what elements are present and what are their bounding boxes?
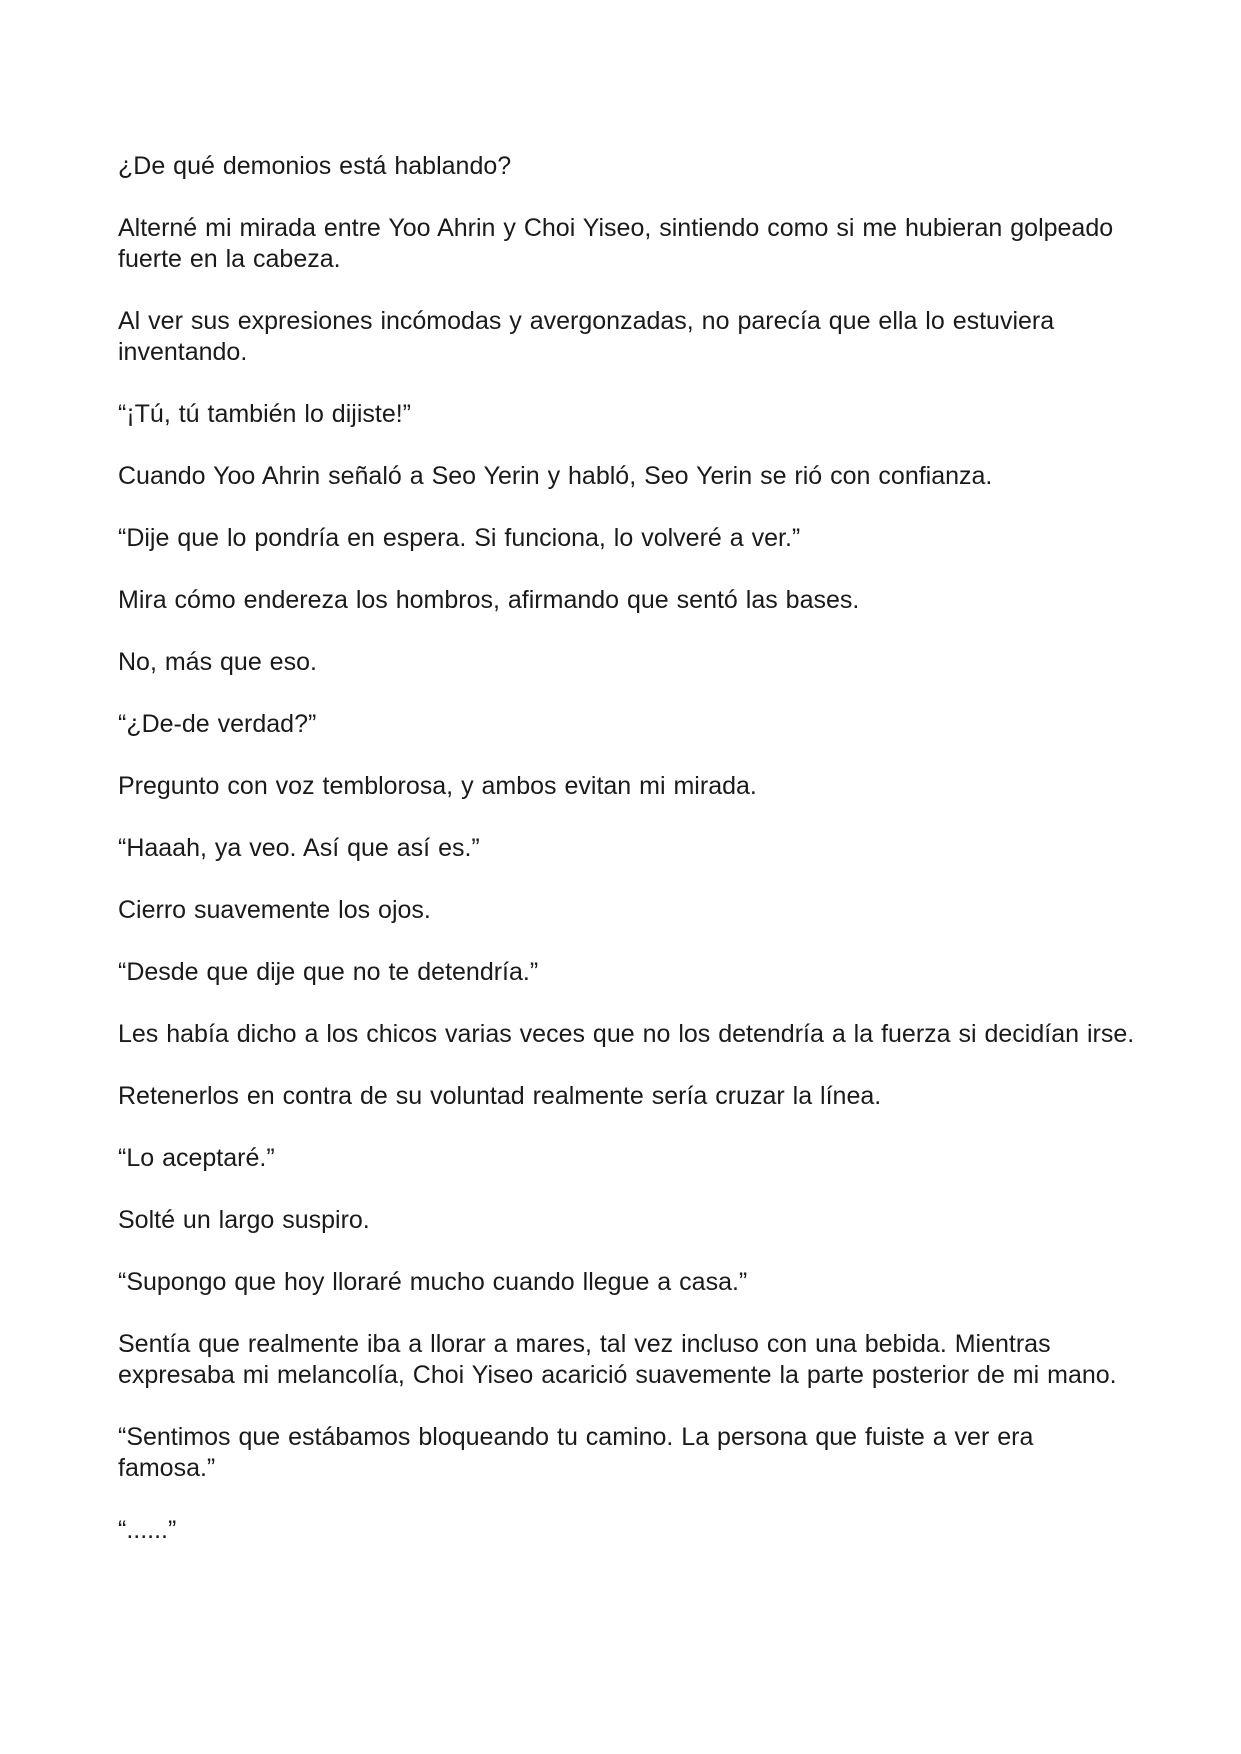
dialogue-paragraph: “Sentimos que estábamos bloqueando tu camino. La persona que fuiste a ver era famosa.” <box>118 1423 1034 1482</box>
dialogue-paragraph: “¡Tú, tú también lo dijiste!” <box>118 400 411 428</box>
text-body <box>118 151 1138 1577</box>
paragraph: Pregunto con voz temblorosa, y ambos evitan mi mirada. <box>118 772 757 800</box>
paragraph: ¿De qué demonios está hablando? <box>118 152 512 180</box>
dialogue-paragraph: “Haaah, ya veo. Así que así es.” <box>118 834 480 862</box>
dialogue-paragraph: “Supongo que hoy lloraré mucho cuando llegue a casa.” <box>118 1268 748 1296</box>
paragraph: No, más que eso. <box>118 648 317 676</box>
paragraph: Solté un largo suspiro. <box>118 1206 370 1234</box>
dialogue-paragraph: “Desde que dije que no te detendría.” <box>118 958 539 986</box>
paragraph: Les había dicho a los chicos varias veces que no los detendría a la fuerza si decidían irse. <box>118 1020 1135 1048</box>
dialogue-paragraph: “Lo aceptaré.” <box>118 1144 275 1172</box>
paragraph: Sentía que realmente iba a llorar a mares, tal vez incluso con una bebida. Mientras expresaba mi melancolía, Choi Yiseo acarició suavemente la parte posterior de mi mano. <box>118 1330 1117 1389</box>
paragraph: Cuando Yoo Ahrin señaló a Seo Yerin y habló, Seo Yerin se rió con confianza. <box>118 462 993 490</box>
paragraph: Retenerlos en contra de su voluntad realmente sería cruzar la línea. <box>118 1082 882 1110</box>
paragraph: Alterné mi mirada entre Yoo Ahrin y Choi Yiseo, sintiendo como si me hubieran golpeado fuerte en la cabeza. <box>118 214 1114 273</box>
paragraph: Al ver sus expresiones incómodas y avergonzadas, no parecía que ella lo estuviera inventando. <box>118 307 1055 366</box>
dialogue-paragraph: “......” <box>118 1516 177 1544</box>
paragraph: Mira cómo endereza los hombros, afirmando que sentó las bases. <box>118 586 860 614</box>
dialogue-paragraph: “¿De-de verdad?” <box>118 710 317 738</box>
paragraph: Cierro suavemente los ojos. <box>118 896 431 924</box>
dialogue-paragraph: “Dije que lo pondría en espera. Si funciona, lo volveré a ver.” <box>118 524 801 552</box>
